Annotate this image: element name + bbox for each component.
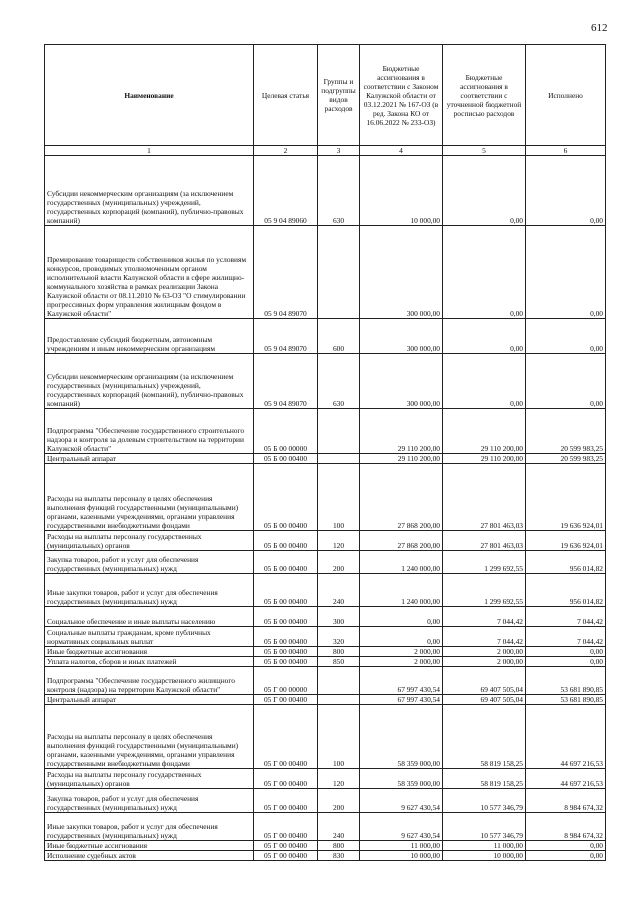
table-row [45, 769, 606, 789]
table-row [45, 156, 606, 226]
row-target-code: 05 Б 00 00400 [254, 574, 318, 607]
row-expense-type: 120 [318, 531, 360, 551]
row-name: Центральный аппарат [45, 695, 254, 705]
row-target-code: 05 Б 00 00400 [254, 454, 318, 464]
row-law-amount: 1 240 000,00 [360, 574, 443, 607]
row-refined-amount: 10 000,00 [443, 851, 526, 861]
table-row [45, 627, 606, 647]
row-target-code: 05 Б 00 00000 [254, 409, 318, 454]
row-target-code: 05 9 04 89070 [254, 319, 318, 354]
row-expense-type: 240 [318, 813, 360, 841]
row-name: Премирование товариществ собственников жилья по условиям конкурсов, проводимых уполномоченным органом исполнительной власти Калужской области в сфере жилищно-коммунального хозяйства в рамках реализации Закона Калужской области от 08.11.2010 № 63-ОЗ "О стимулировании прогрессивных форм управления жилищным фондом в Калужской области" [45, 226, 254, 319]
row-target-code: 05 Б 00 00400 [254, 551, 318, 574]
row-target-code: 05 9 04 89070 [254, 354, 318, 409]
row-law-amount: 11 000,00 [360, 841, 443, 851]
row-target-code: 05 Г 00 00400 [254, 695, 318, 705]
row-executed-amount: 0,00 [526, 657, 606, 667]
row-refined-amount: 0,00 [443, 319, 526, 354]
row-target-code: 05 Г 00 00400 [254, 813, 318, 841]
row-law-amount: 2 000,00 [360, 657, 443, 667]
row-executed-amount: 7 044,42 [526, 627, 606, 647]
row-refined-amount: 7 044,42 [443, 607, 526, 627]
row-expense-type: 300 [318, 607, 360, 627]
row-expense-type: 600 [318, 319, 360, 354]
row-executed-amount: 7 044,42 [526, 607, 606, 627]
row-law-amount: 10 000,00 [360, 851, 443, 861]
row-executed-amount: 20 599 983,25 [526, 409, 606, 454]
table-row [45, 851, 606, 861]
header-law-allocations: Бюджетные ассигнования в соответствии с Законом Калужской области от 03.12.2021 № 167-ОЗ (в ред. Закона КО от 16.06.2022 № 233-ОЗ) [360, 45, 443, 146]
table-row [45, 574, 606, 607]
table-row [45, 551, 606, 574]
row-target-code: 05 Г 00 00000 [254, 667, 318, 695]
row-refined-amount: 27 801 463,03 [443, 464, 526, 531]
row-expense-type: 200 [318, 551, 360, 574]
row-expense-type: 630 [318, 156, 360, 226]
row-target-code: 05 9 04 89060 [254, 156, 318, 226]
header-expense-groups: Группы и подгруппы видов расходов [318, 45, 360, 146]
row-executed-amount: 19 636 924,01 [526, 464, 606, 531]
row-refined-amount: 2 000,00 [443, 647, 526, 657]
row-name: Иные закупки товаров, работ и услуг для обеспечения государственных (муниципальных) нужд [45, 574, 254, 607]
table-row [45, 841, 606, 851]
table-row [45, 607, 606, 627]
row-refined-amount: 2 000,00 [443, 657, 526, 667]
row-name: Иные бюджетные ассигнования [45, 647, 254, 657]
row-executed-amount: 53 681 890,85 [526, 695, 606, 705]
row-law-amount: 67 997 430,54 [360, 695, 443, 705]
row-law-amount: 67 997 430,54 [360, 667, 443, 695]
row-law-amount: 58 359 000,00 [360, 705, 443, 769]
table-row [45, 464, 606, 531]
row-law-amount: 29 110 200,00 [360, 454, 443, 464]
row-target-code: 05 Б 00 00400 [254, 531, 318, 551]
row-refined-amount: 11 000,00 [443, 841, 526, 851]
row-name: Расходы на выплаты персоналу государственных (муниципальных) органов [45, 531, 254, 551]
row-law-amount: 300 000,00 [360, 226, 443, 319]
table-row [45, 226, 606, 319]
header-row [45, 45, 606, 146]
row-target-code: 05 9 04 89070 [254, 226, 318, 319]
row-law-amount: 29 110 200,00 [360, 409, 443, 454]
row-law-amount: 0,00 [360, 627, 443, 647]
row-refined-amount: 0,00 [443, 156, 526, 226]
row-refined-amount: 69 407 505,04 [443, 667, 526, 695]
row-name: Предоставление субсидий бюджетным, автономным учреждениям и иным некоммерческим организациям [45, 319, 254, 354]
row-executed-amount: 956 014,82 [526, 574, 606, 607]
row-refined-amount: 58 819 158,25 [443, 769, 526, 789]
row-executed-amount: 0,00 [526, 319, 606, 354]
column-number: 2 [254, 146, 318, 156]
row-law-amount: 27 868 200,00 [360, 464, 443, 531]
row-name: Социальные выплаты гражданам, кроме публичных нормативных социальных выплат [45, 627, 254, 647]
row-target-code: 05 Г 00 00400 [254, 841, 318, 851]
row-executed-amount: 0,00 [526, 851, 606, 861]
row-name: Иные бюджетные ассигнования [45, 841, 254, 851]
row-executed-amount: 0,00 [526, 156, 606, 226]
row-executed-amount: 44 697 216,53 [526, 769, 606, 789]
row-law-amount: 1 240 000,00 [360, 551, 443, 574]
table-row [45, 409, 606, 454]
row-executed-amount: 0,00 [526, 647, 606, 657]
column-number: 1 [45, 146, 254, 156]
row-expense-type: 120 [318, 769, 360, 789]
row-expense-type: 240 [318, 574, 360, 607]
row-expense-type: 200 [318, 789, 360, 813]
row-executed-amount: 8 984 674,32 [526, 789, 606, 813]
row-name: Иные закупки товаров, работ и услуг для обеспечения государственных (муниципальных) нужд [45, 813, 254, 841]
table-row [45, 454, 606, 464]
row-law-amount: 9 627 430,54 [360, 789, 443, 813]
column-number: 4 [360, 146, 443, 156]
table-row [45, 667, 606, 695]
row-executed-amount: 0,00 [526, 841, 606, 851]
row-refined-amount: 0,00 [443, 226, 526, 319]
row-executed-amount: 53 681 890,85 [526, 667, 606, 695]
row-name: Расходы на выплаты персоналу в целях обеспечения выполнения функций государственными (муниципальными) органами, казенными учреждениями, органами управления государственными внебюджетными фондами [45, 464, 254, 531]
column-number-row [45, 146, 606, 156]
row-expense-type: 830 [318, 851, 360, 861]
row-refined-amount: 58 819 158,25 [443, 705, 526, 769]
row-law-amount: 27 868 200,00 [360, 531, 443, 551]
row-refined-amount: 1 299 692,55 [443, 574, 526, 607]
row-refined-amount: 27 801 463,03 [443, 531, 526, 551]
row-expense-type [318, 226, 360, 319]
row-expense-type: 320 [318, 627, 360, 647]
row-refined-amount: 0,00 [443, 354, 526, 409]
page-number: 612 [591, 22, 608, 34]
row-refined-amount: 29 110 200,00 [443, 454, 526, 464]
row-expense-type: 100 [318, 705, 360, 769]
row-target-code: 05 Г 00 00400 [254, 851, 318, 861]
row-name: Социальное обеспечение и иные выплаты населению [45, 607, 254, 627]
row-executed-amount: 44 697 216,53 [526, 705, 606, 769]
row-law-amount: 58 359 000,00 [360, 769, 443, 789]
row-expense-type [318, 454, 360, 464]
row-expense-type: 800 [318, 647, 360, 657]
row-name: Подпрограмма "Обеспечение государственного строительного надзора и контроля за долевым строительством на территории Калужской области" [45, 409, 254, 454]
row-executed-amount: 20 599 983,25 [526, 454, 606, 464]
row-target-code: 05 Б 00 00400 [254, 627, 318, 647]
row-expense-type: 800 [318, 841, 360, 851]
row-refined-amount: 10 577 346,79 [443, 789, 526, 813]
row-refined-amount: 7 044,42 [443, 627, 526, 647]
row-law-amount: 0,00 [360, 607, 443, 627]
row-refined-amount: 29 110 200,00 [443, 409, 526, 454]
row-name: Подпрограмма "Обеспечение государственного жилищного контроля (надзора) на территории Калужской области" [45, 667, 254, 695]
row-name: Уплата налогов, сборов и иных платежей [45, 657, 254, 667]
row-name: Субсидии некоммерческим организациям (за исключением государственных (муниципальных) учреждений, государственных корпораций (компаний), публично-правовых компаний) [45, 354, 254, 409]
row-target-code: 05 Б 00 00400 [254, 607, 318, 627]
row-name: Центральный аппарат [45, 454, 254, 464]
table-row [45, 789, 606, 813]
row-refined-amount: 1 299 692,55 [443, 551, 526, 574]
row-target-code: 05 Б 00 00400 [254, 657, 318, 667]
table-row [45, 319, 606, 354]
row-law-amount: 10 000,00 [360, 156, 443, 226]
row-name: Расходы на выплаты персоналу государственных (муниципальных) органов [45, 769, 254, 789]
row-executed-amount: 19 636 924,01 [526, 531, 606, 551]
table-row [45, 813, 606, 841]
row-executed-amount: 0,00 [526, 354, 606, 409]
row-target-code: 05 Г 00 00400 [254, 789, 318, 813]
row-expense-type: 100 [318, 464, 360, 531]
table-row [45, 695, 606, 705]
row-executed-amount: 0,00 [526, 226, 606, 319]
row-name: Закупка товаров, работ и услуг для обеспечения государственных (муниципальных) нужд [45, 551, 254, 574]
row-expense-type: 850 [318, 657, 360, 667]
header-refined-allocations: Бюджетные ассигнования в соответствии с уточненной бюджетной росписью расходов [443, 45, 526, 146]
row-expense-type [318, 409, 360, 454]
row-target-code: 05 Г 00 00400 [254, 705, 318, 769]
column-number: 5 [443, 146, 526, 156]
row-law-amount: 300 000,00 [360, 319, 443, 354]
table-row [45, 354, 606, 409]
row-executed-amount: 956 014,82 [526, 551, 606, 574]
header-name: Наименование [45, 45, 254, 146]
row-name: Закупка товаров, работ и услуг для обеспечения государственных (муниципальных) нужд [45, 789, 254, 813]
row-name: Расходы на выплаты персоналу в целях обеспечения выполнения функций государственными (муниципальными) органами, казенными учреждениями, органами управления государственными внебюджетными фондами [45, 705, 254, 769]
table-row [45, 531, 606, 551]
table-row [45, 705, 606, 769]
row-target-code: 05 Б 00 00400 [254, 464, 318, 531]
column-number: 3 [318, 146, 360, 156]
budget-table [44, 44, 606, 861]
row-target-code: 05 Г 00 00400 [254, 769, 318, 789]
row-target-code: 05 Б 00 00400 [254, 647, 318, 657]
row-expense-type: 630 [318, 354, 360, 409]
row-law-amount: 300 000,00 [360, 354, 443, 409]
row-law-amount: 9 627 430,54 [360, 813, 443, 841]
row-executed-amount: 8 984 674,32 [526, 813, 606, 841]
row-refined-amount: 10 577 346,79 [443, 813, 526, 841]
row-name: Субсидии некоммерческим организациям (за исключением государственных (муниципальных) учреждений, государственных корпораций (компаний), публично-правовых компаний) [45, 156, 254, 226]
row-expense-type [318, 667, 360, 695]
row-name: Исполнение судебных актов [45, 851, 254, 861]
row-law-amount: 2 000,00 [360, 647, 443, 657]
row-refined-amount: 69 407 505,04 [443, 695, 526, 705]
table-row [45, 657, 606, 667]
column-number: 6 [526, 146, 606, 156]
row-expense-type [318, 695, 360, 705]
header-executed: Исполнено [526, 45, 606, 146]
table-row [45, 647, 606, 657]
header-target-article: Целевая статья [254, 45, 318, 146]
